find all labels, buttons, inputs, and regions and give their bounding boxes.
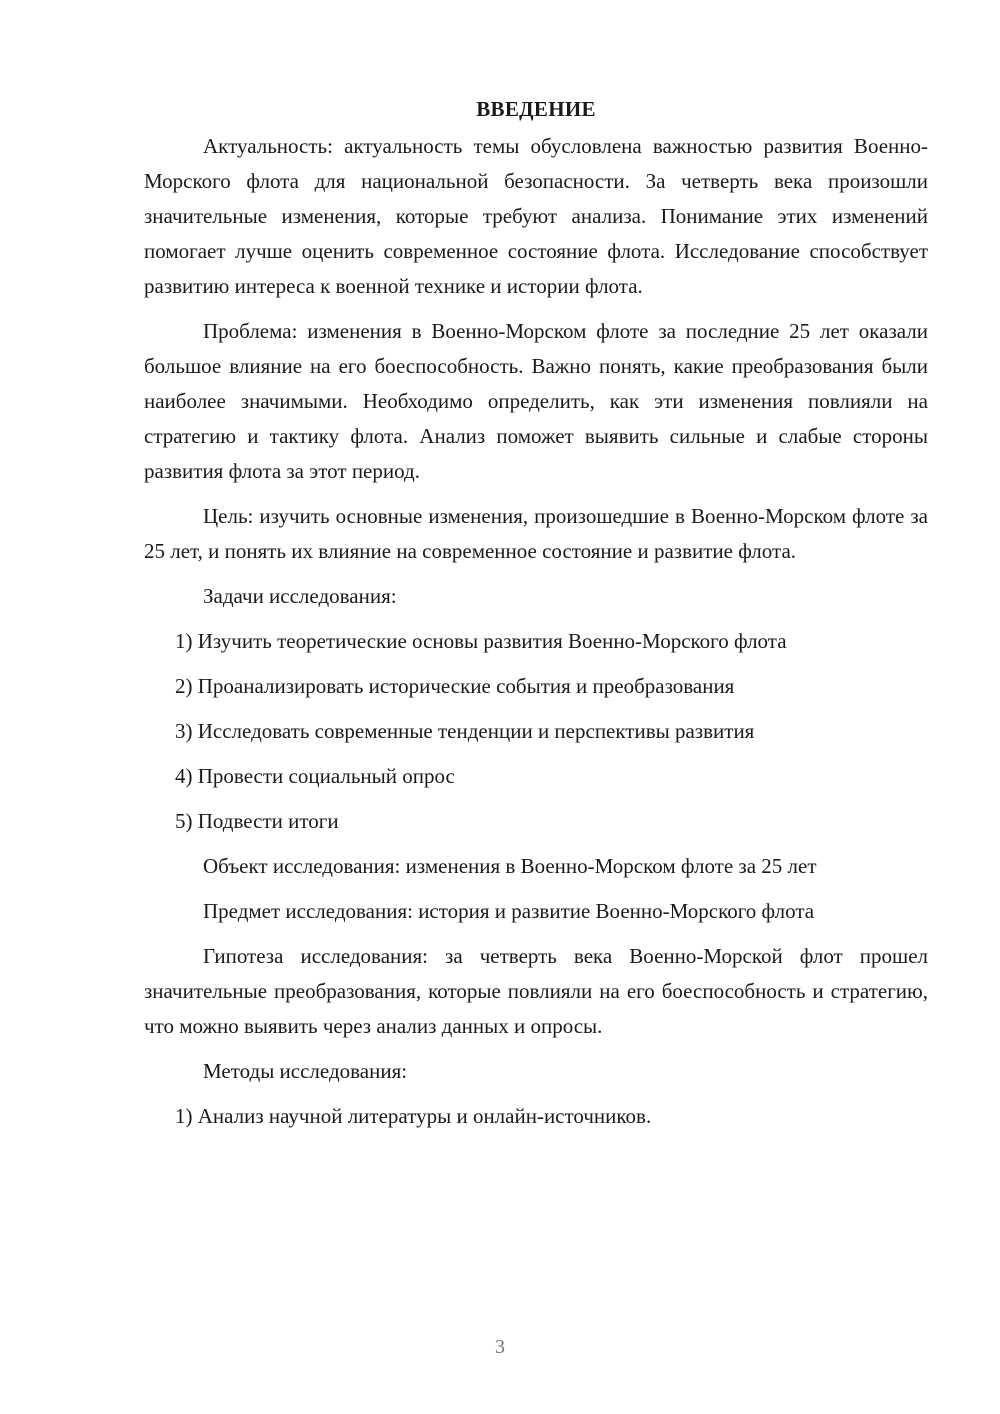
list-item: 1) Изучить теоретические основы развития Военно-Морского флота [175, 629, 787, 653]
goal-paragraph: Цель: изучить основные изменения, произошедшие в Военно-Морском флоте за 25 лет, и понять их влияние на современное состояние и развитие флота. [144, 504, 928, 563]
section-heading: ВВЕДЕНИЕ [476, 97, 596, 121]
tasks-list [144, 624, 928, 839]
page-number: 3 [495, 1336, 505, 1358]
list-item: 4) Провести социальный опрос [175, 764, 455, 788]
page-content [144, 92, 928, 1144]
subject-paragraph: Предмет исследования: история и развитие Военно-Морского флота [203, 899, 815, 923]
methods-list [144, 1099, 928, 1134]
problem-paragraph: Проблема: изменения в Военно-Морском флоте за последние 25 лет оказали большое влияние на его боеспособность. Важно понять, какие преобразования были наиболее значимыми. Необходимо определить, как эти изменения повлияли на стратегию и тактику флота. Анализ поможет выявить сильные и слабые стороны развития флота за этот период. [144, 319, 928, 483]
methods-title: Методы исследования: [203, 1059, 408, 1083]
relevance-paragraph: Актуальность: актуальность темы обусловлена важностью развития Военно-Морского флота для национальной безопасности. За четверть века произошли значительные изменения, которые требуют анализа. Понимание этих изменений помогает лучше оценить современное состояние флота. Исследование способствует развитию интереса к военной технике и истории флота. [144, 134, 928, 298]
list-item: 3) Исследовать современные тенденции и перспективы развития [175, 719, 755, 743]
list-item: 2) Проанализировать исторические события и преобразования [175, 674, 735, 698]
hypothesis-paragraph: Гипотеза исследования: за четверть века Военно-Морской флот прошел значительные преобразования, которые повлияли на его боеспособность и стратегию, что можно выявить через анализ данных и опросы. [144, 944, 928, 1038]
list-item: 5) Подвести итоги [175, 809, 339, 833]
list-item: 1) Анализ научной литературы и онлайн-источников. [175, 1104, 652, 1128]
object-paragraph: Объект исследования: изменения в Военно-Морском флоте за 25 лет [203, 854, 817, 878]
tasks-title: Задачи исследования: [203, 584, 397, 608]
